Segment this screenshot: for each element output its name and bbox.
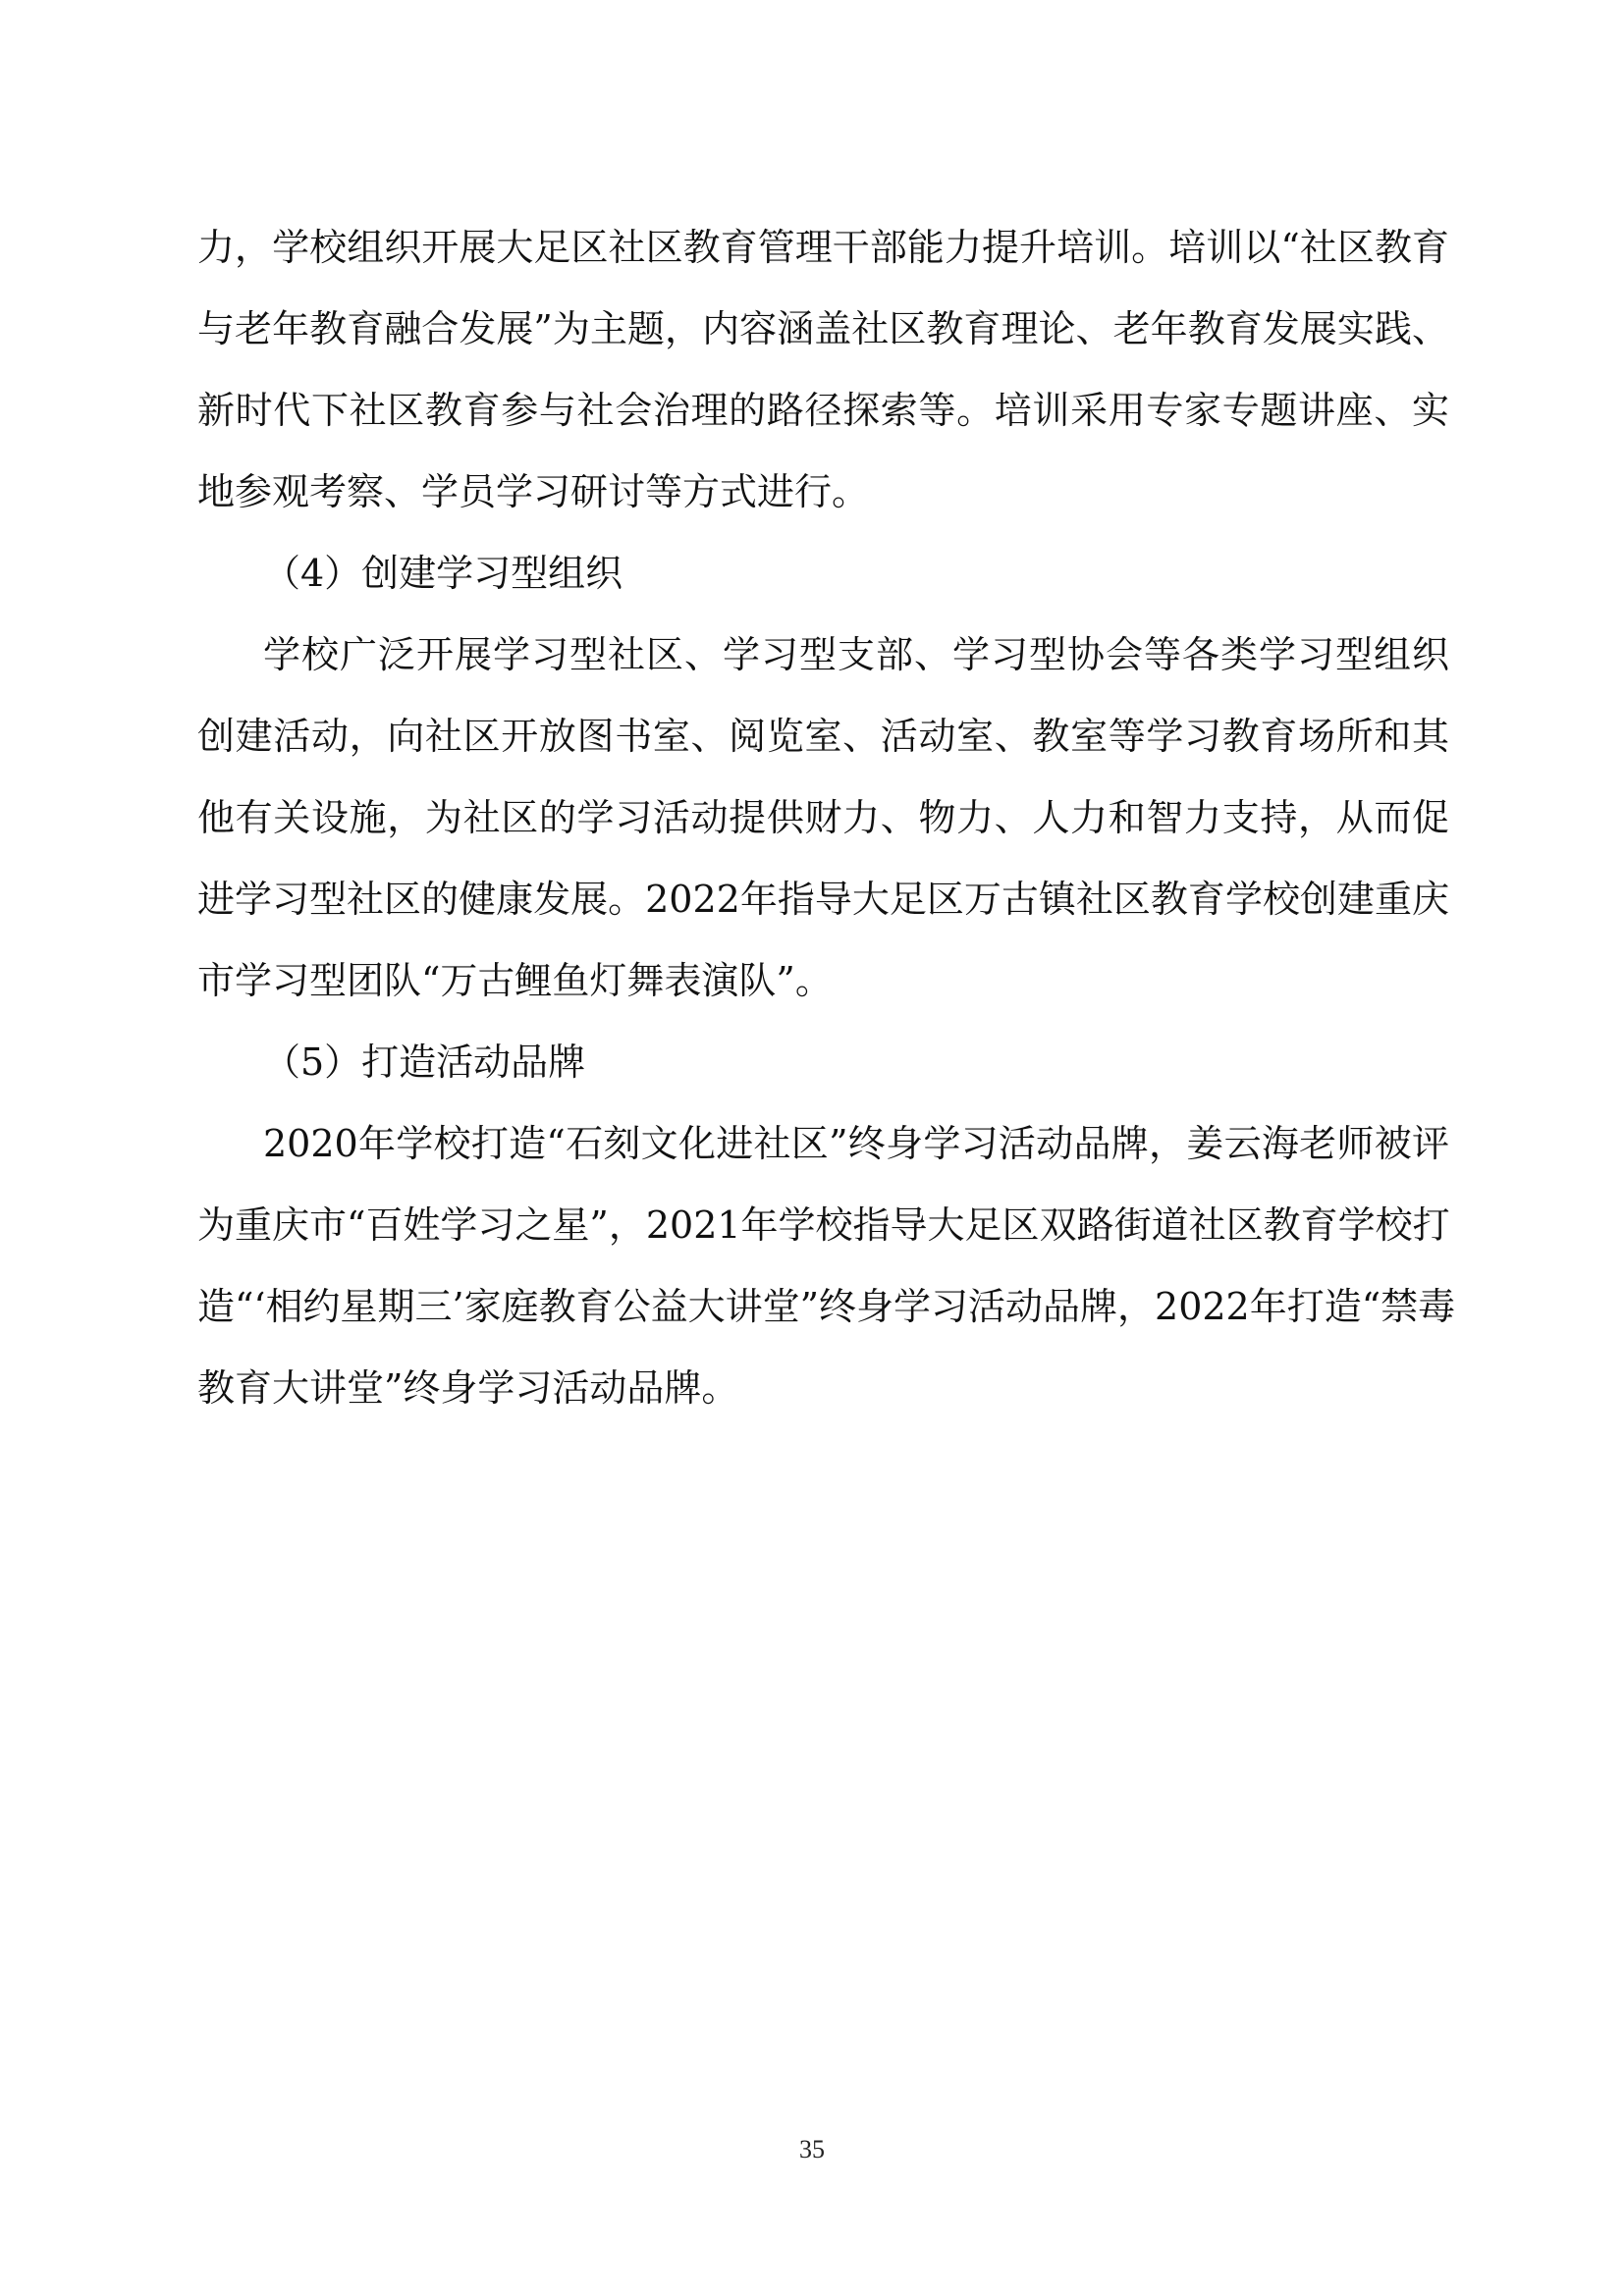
paragraph-line: 造“‘相约星期三’家庭教育公益大讲堂”终身学习活动品牌，2022年打造“禁毒: [197, 1285, 1456, 1328]
paragraph-line: 学校广泛开展学习型社区、学习型支部、学习型协会等各类学习型组织: [263, 633, 1449, 676]
paragraph-line: 与老年教育融合发展”为主题，内容涵盖社区教育理论、老年教育发展实践、: [197, 307, 1449, 350]
paragraph-line: 教育大讲堂”终身学习活动品牌。: [197, 1366, 739, 1410]
paragraph-line: 地参观考察、学员学习研讨等方式进行。: [197, 470, 870, 513]
paragraph-line: 他有关设施，为社区的学习活动提供财力、物力、人力和智力支持，从而促: [197, 796, 1449, 839]
paragraph-line: 创建活动，向社区开放图书室、阅览室、活动室、教室等学习教育场所和其: [197, 715, 1449, 758]
paragraph-line: 2020年学校打造“石刻文化进社区”终身学习活动品牌，姜云海老师被评: [263, 1122, 1449, 1165]
paragraph-line: 进学习型社区的健康发展。2022年指导大足区万古镇社区教育学校创建重庆: [197, 878, 1449, 921]
section-heading-4: （4）创建学习型组织: [263, 552, 623, 595]
paragraph-line: 市学习型团队“万古鲤鱼灯舞表演队”。: [197, 959, 833, 1002]
paragraph-line: 新时代下社区教育参与社会治理的路径探索等。培训采用专家专题讲座、实: [197, 389, 1449, 432]
page-number: 35: [799, 2135, 825, 2163]
paragraph-line: 力，学校组织开展大足区社区教育管理干部能力提升培训。培训以“社区教育: [197, 226, 1449, 269]
section-heading-5: （5）打造活动品牌: [263, 1041, 586, 1084]
paragraph-line: 为重庆市“百姓学习之星”，2021年学校指导大足区双路街道社区教育学校打: [197, 1203, 1450, 1247]
